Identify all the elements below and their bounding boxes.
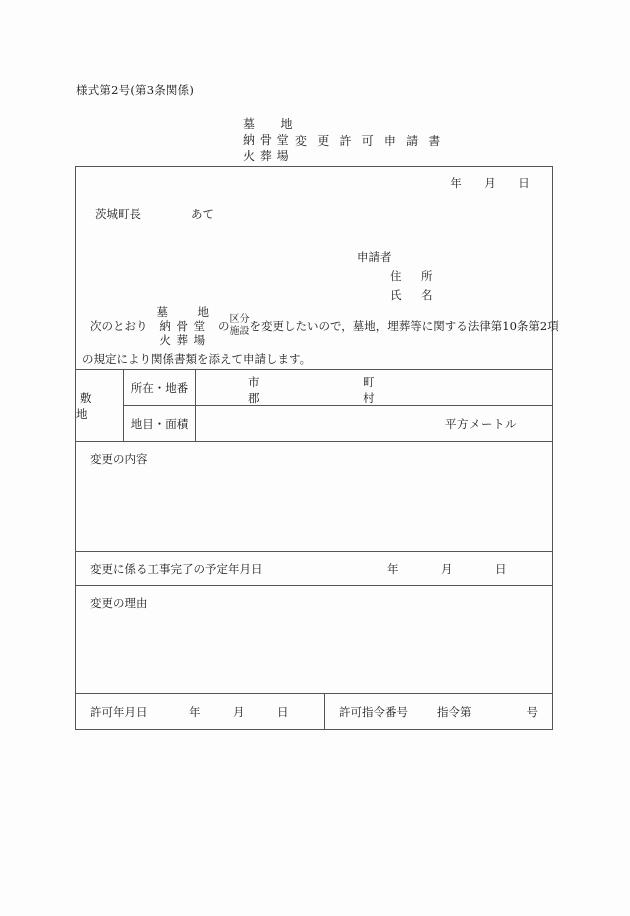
site-area-label: 地目・面積 — [124, 406, 196, 441]
permit-month-label: 月 — [233, 704, 245, 719]
statement-facility-1: 墓 地 — [156, 305, 218, 319]
permit-year-label: 年 — [189, 704, 201, 719]
completion-date-fields[interactable] — [387, 561, 507, 577]
permit-date-label: 許可年月日 — [90, 704, 148, 719]
address-son: 村 — [363, 391, 375, 405]
recipient-line — [95, 206, 214, 222]
title-facility-line-2: 納 骨 堂 — [243, 133, 290, 147]
statement-facility-3: 火 葬 場 — [159, 333, 207, 347]
statement-lead: 次のとおり — [90, 319, 148, 333]
change-reason-section[interactable] — [76, 585, 552, 693]
site-location-value[interactable] — [196, 370, 552, 405]
completion-year-label: 年 — [387, 561, 399, 576]
title-main-text: 変 更 許 可 申 請 書 — [295, 133, 444, 148]
date-year-label: 年 — [450, 176, 462, 190]
site-label: 敷 地 — [76, 370, 124, 441]
permit-date-cell[interactable] — [76, 694, 325, 729]
permit-date-fields — [189, 704, 289, 720]
applicant-heading: 申請者 — [357, 250, 392, 264]
recipient-name: 茨城町長 — [95, 207, 141, 221]
permit-number-label: 許可指令番号 — [339, 704, 408, 719]
permit-day-label: 日 — [277, 704, 289, 719]
statement-scope-1: 区分 — [229, 313, 250, 325]
completion-date-label: 変更に係る工事完了の予定年月日 — [90, 561, 263, 576]
form-frame — [75, 166, 559, 730]
form-header-section — [76, 167, 559, 369]
site-rows — [124, 370, 552, 441]
site-location-row — [124, 370, 552, 405]
statement-line-2: の規定により関係書類を添えて申請します。 — [82, 352, 312, 366]
statement-scope-stack — [230, 314, 250, 339]
statement-facility-2: 納 骨 堂 — [159, 319, 207, 333]
date-month-label: 月 — [484, 176, 496, 190]
address-shi: 市 — [248, 375, 260, 389]
permit-section — [76, 693, 552, 729]
applicant-name-label: 氏 名 — [390, 288, 437, 302]
site-section — [76, 369, 552, 441]
completion-month-label: 月 — [441, 561, 453, 576]
recipient-suffix: あて — [191, 207, 214, 221]
completion-day-label: 日 — [495, 561, 507, 576]
permit-order-prefix: 指令第 — [437, 704, 472, 719]
title-facility-stack — [243, 116, 293, 164]
area-unit-label: 平方メートル — [445, 416, 517, 431]
statement-line-1 — [90, 305, 559, 347]
site-location-label: 所在・地番 — [124, 370, 196, 405]
application-statement — [82, 305, 559, 367]
change-content-label: 変更の内容 — [90, 452, 148, 466]
address-gun: 郡 — [248, 391, 260, 405]
statement-particle-no: の — [218, 319, 230, 333]
statement-scope-2: 施設 — [229, 326, 250, 337]
title-facility-line-3: 火 葬 場 — [243, 149, 290, 163]
change-reason-label: 変更の理由 — [90, 596, 148, 610]
form-number: 様式第2号(第3条関係) — [76, 83, 195, 97]
applicant-address-label: 住 所 — [390, 269, 437, 283]
title-facility-line-1: 墓 地 — [243, 117, 294, 131]
statement-facility-stack — [148, 305, 219, 347]
applicant-block — [357, 248, 437, 305]
statement-middle: を変更したいので，墓地，埋葬等に関する法律第10条第2項 — [249, 319, 559, 333]
date-day-label: 日 — [518, 176, 530, 190]
permit-number-cell[interactable] — [325, 694, 552, 729]
address-town-village-stack — [363, 374, 375, 406]
application-date — [450, 175, 530, 191]
site-area-value[interactable] — [196, 406, 552, 441]
address-cho: 町 — [363, 375, 375, 389]
document-title — [243, 116, 444, 164]
permit-order-suffix: 号 — [526, 704, 538, 719]
completion-date-section — [76, 551, 552, 585]
address-city-county-stack — [248, 374, 260, 406]
change-content-section[interactable] — [76, 441, 552, 551]
site-area-row — [124, 405, 552, 441]
